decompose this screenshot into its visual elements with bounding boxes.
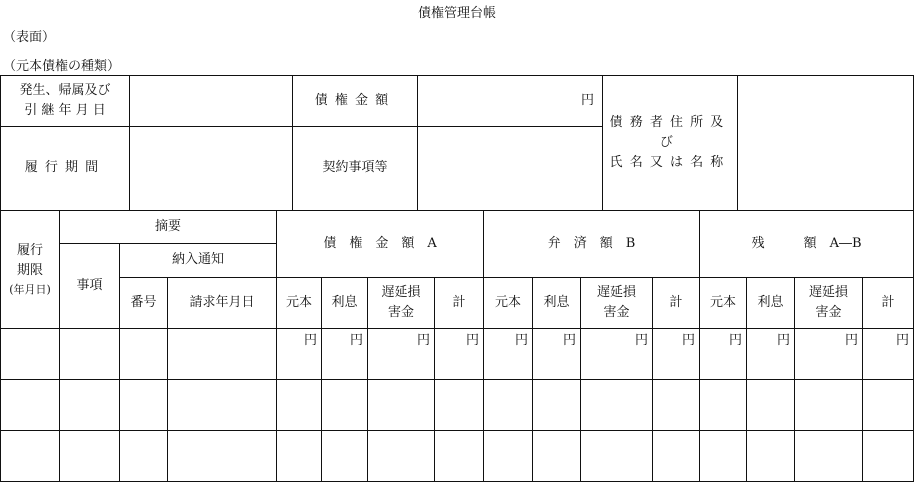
yen-unit[interactable]: 円 [747,329,795,380]
a-principal-label: 元本 [277,278,322,329]
cell[interactable] [863,431,914,482]
c-interest-label: 利息 [747,278,795,329]
yen-unit[interactable]: 円 [653,329,700,380]
cell[interactable] [368,431,435,482]
cell[interactable] [168,329,277,380]
origin-date-label-line1: 発生、帰属及び [19,82,111,98]
kind-label: （元本債権の種類） [3,59,121,74]
cell[interactable] [700,380,747,431]
c-late-line2: 害金 [815,305,842,320]
c-late-charge-label [795,278,863,329]
origin-date-label [1,76,130,127]
cell[interactable] [581,431,653,482]
b-principal-label: 元本 [484,278,533,329]
cell[interactable] [168,380,277,431]
cell[interactable] [581,380,653,431]
cell[interactable] [747,380,795,431]
cell[interactable] [60,380,120,431]
b-late-line1: 遅延損 [597,284,637,300]
request-date-label: 請求年月日 [168,278,277,329]
yen-unit[interactable]: 円 [368,329,435,380]
cell[interactable] [435,380,484,431]
yen-unit[interactable]: 円 [863,329,914,380]
yen-unit[interactable]: 円 [322,329,368,380]
b-late-line2: 害金 [603,305,630,320]
yen-unit[interactable]: 円 [435,329,484,380]
cell[interactable] [795,380,863,431]
cell[interactable] [747,431,795,482]
cell[interactable] [533,380,581,431]
table-row [1,431,914,482]
cell[interactable] [322,431,368,482]
a-interest-label: 利息 [322,278,368,329]
cell[interactable] [653,431,700,482]
claim-amount-field[interactable] [418,76,603,127]
cell[interactable] [863,380,914,431]
cell[interactable] [368,380,435,431]
cell[interactable] [435,431,484,482]
due-date-label [1,211,60,329]
ledger-title: 債権管理台帳 [417,6,496,21]
cell[interactable] [795,431,863,482]
due-date-label-line1: 履行 [16,242,43,258]
debtor-label [603,76,738,211]
due-date-note: (年月日) [9,283,51,297]
cell[interactable] [700,431,747,482]
debtor-field[interactable] [738,76,914,211]
cell[interactable] [120,329,168,380]
contract-terms-field[interactable] [418,127,603,211]
cell[interactable] [277,431,322,482]
ledger-grid-table [0,210,914,482]
side-label: （表面） [3,30,56,45]
cell[interactable] [60,431,120,482]
contract-terms-label: 契約事項等 [293,127,418,211]
a-late-line1: 遅延損 [381,284,421,300]
c-principal-label: 元本 [700,278,747,329]
origin-date-field[interactable] [130,76,293,127]
debtor-label-line1: 債務者住所及び [609,114,731,150]
claim-amount-label: 債権金額 [293,76,418,127]
cell[interactable] [120,380,168,431]
ledger-header-table [0,75,914,211]
number-label: 番号 [120,278,168,329]
yen-unit[interactable]: 円 [533,329,581,380]
cell[interactable] [484,380,533,431]
c-total-label: 計 [863,278,914,329]
performance-period-field[interactable] [130,127,293,211]
cell[interactable] [484,431,533,482]
performance-period-label: 履行期間 [1,127,130,211]
table-row [1,380,914,431]
table-row [1,329,914,380]
yen-unit[interactable]: 円 [795,329,863,380]
a-late-charge-label [368,278,435,329]
cell[interactable] [60,329,120,380]
group-claim-amount: 債 権 金 額 A [277,211,484,278]
origin-date-label-line2: 引 継 年 月 日 [24,103,106,118]
cell[interactable] [277,380,322,431]
due-date-label-line2: 期限 [16,262,43,278]
cell[interactable] [1,329,60,380]
cell[interactable] [322,380,368,431]
item-label: 事項 [60,244,120,329]
cell[interactable] [168,431,277,482]
yen-unit: 円 [580,92,594,108]
group-balance: 残 額 A―B [700,211,914,278]
cell[interactable] [533,431,581,482]
group-repayment: 弁 済 額 B [484,211,700,278]
cell[interactable] [653,380,700,431]
yen-unit[interactable]: 円 [484,329,533,380]
b-total-label: 計 [653,278,700,329]
c-late-line1: 遅延損 [809,284,849,300]
debtor-label-line2: 氏名又は名称 [609,155,731,171]
cell[interactable] [1,431,60,482]
summary-label: 摘要 [60,211,277,244]
a-total-label: 計 [435,278,484,329]
cell[interactable] [1,380,60,431]
cell[interactable] [120,431,168,482]
yen-unit[interactable]: 円 [277,329,322,380]
payment-notice-label: 納入通知 [120,244,277,278]
b-interest-label: 利息 [533,278,581,329]
a-late-line2: 害金 [388,305,415,320]
yen-unit[interactable]: 円 [581,329,653,380]
yen-unit[interactable]: 円 [700,329,747,380]
b-late-charge-label [581,278,653,329]
